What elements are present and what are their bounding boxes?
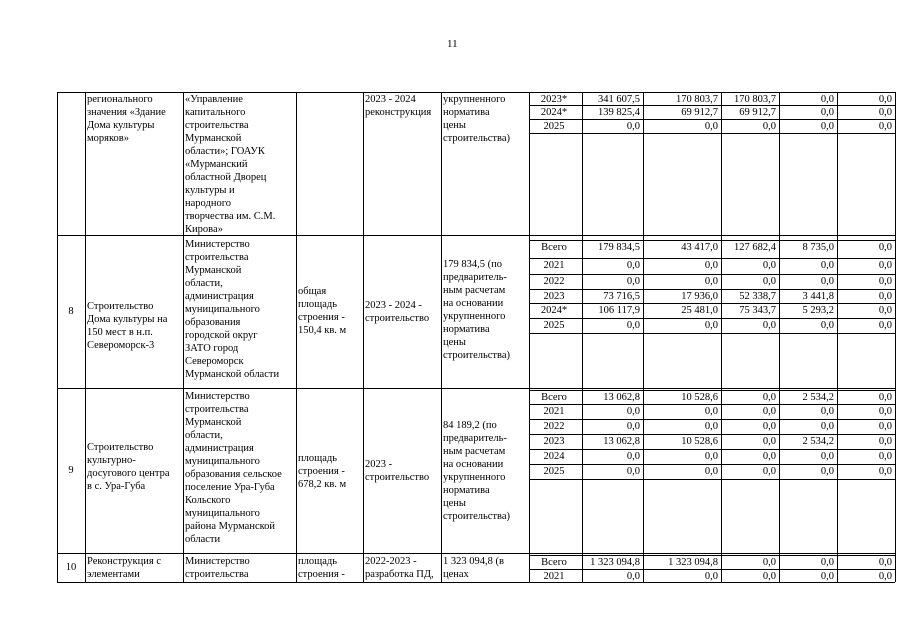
cell-customer: Министерство строительства Мурманской области, администрация муниципального образования городской округ ЗАТО город Североморск Мурманской области [185,239,280,380]
value-reg: 0,0 [762,121,776,132]
cell-cost: 179 834,5 (по предваритель- ным расчетам на основании укрупненного норматива цены строительства) [443,259,510,361]
value-extra: 0,0 [878,436,892,447]
year-row-line [529,333,895,334]
row-number: 8 [68,305,74,317]
value-fed: 0,0 [704,276,718,287]
value-extra: 0,0 [878,121,892,132]
value-mun: 2 534,2 [802,436,834,447]
value-total: 13 062,8 [603,436,640,447]
value-reg: 0,0 [762,260,776,271]
year-label: 2021 [543,571,565,582]
cell-customer: Министерство строительства [185,556,250,580]
year-label: 2022 [543,276,565,287]
value-extra: 0,0 [878,107,892,118]
value-fed: 0,0 [704,260,718,271]
year-label: Всего [541,557,567,568]
cell-cost: 84 189,2 (по предваритель- ным расчетам на основании укрупненного норматива цены строительства) [443,420,510,522]
cell-object: регионального значения «Здание Дома культуры моряков» [87,94,166,144]
value-total: 0,0 [626,260,640,271]
cell-object: Строительство Дома культуры на 150 мест в н.п. Североморск-3 [87,301,168,351]
value-extra: 0,0 [878,305,892,316]
value-reg: 0,0 [762,421,776,432]
table-column-line [779,92,780,582]
value-total: 13 062,8 [603,392,640,403]
value-reg: 52 338,7 [739,291,776,302]
value-reg: 127 682,4 [734,242,776,253]
value-mun: 0,0 [820,260,834,271]
value-fed: 10 528,6 [681,436,718,447]
year-label: 2021 [543,406,565,417]
year-label: 2025 [543,466,565,477]
value-reg: 0,0 [762,466,776,477]
cell-cost: укрупненного норматива цены строительства) [443,94,510,144]
value-mun: 2 534,2 [802,392,834,403]
value-total: 0,0 [626,421,640,432]
value-total: 0,0 [626,320,640,331]
value-reg: 0,0 [762,557,776,568]
value-extra: 0,0 [878,421,892,432]
table-column-line [183,92,184,582]
table-row-line [57,553,895,554]
value-reg: 0,0 [762,436,776,447]
value-total: 341 607,5 [598,94,640,105]
value-fed: 17 936,0 [681,291,718,302]
cell-cost: 1 323 094,8 (в ценах [443,556,504,580]
value-extra: 0,0 [878,466,892,477]
value-reg: 0,0 [762,571,776,582]
value-mun: 0,0 [820,571,834,582]
table-column-line [296,92,297,582]
value-total: 0,0 [626,276,640,287]
year-row-line [529,133,895,134]
value-mun: 0,0 [820,276,834,287]
page-number: 11 [447,38,458,50]
value-reg: 0,0 [762,451,776,462]
year-label: Всего [541,242,567,253]
value-total: 106 117,9 [598,305,640,316]
value-mun: 5 293,2 [802,305,834,316]
value-extra: 0,0 [878,260,892,271]
row-number: 9 [68,464,74,476]
value-fed: 0,0 [704,320,718,331]
value-total: 73 716,5 [603,291,640,302]
value-mun: 0,0 [820,421,834,432]
value-extra: 0,0 [878,406,892,417]
value-fed: 25 481,0 [681,305,718,316]
value-total: 139 825,4 [598,107,640,118]
value-fed: 43 417,0 [681,242,718,253]
value-fed: 10 528,6 [681,392,718,403]
row-number: 10 [65,561,77,573]
value-total: 0,0 [626,466,640,477]
table-row-line [57,235,895,236]
year-label: 2024 [543,451,565,462]
cell-period: 2022-2023 - разработка ПД, [365,556,434,580]
value-mun: 0,0 [820,121,834,132]
value-mun: 0,0 [820,320,834,331]
value-fed: 1 323 094,8 [668,557,718,568]
cell-capacity: площадь строения - 678,2 кв. м [298,453,347,490]
value-fed: 0,0 [704,571,718,582]
cell-capacity: площадь строения - [298,556,345,580]
value-extra: 0,0 [878,291,892,302]
value-mun: 0,0 [820,94,834,105]
cell-object: Строительство культурно- досугового центра в с. Ура-Губа [87,442,170,492]
value-total: 1 323 094,8 [590,557,640,568]
cell-customer: «Управление капитального строительства Мурманской области»; ГОАУК «Мурманский областной Дворец культуры и народного творчества им. С.М. Кирова» [185,94,276,235]
value-reg: 69 912,7 [739,107,776,118]
year-label: 2022 [543,421,565,432]
cell-object: Реконструкция с элементами [87,556,161,580]
table-column-line [363,92,364,582]
value-extra: 0,0 [878,242,892,253]
value-extra: 0,0 [878,276,892,287]
year-row-line [529,479,895,480]
value-reg: 0,0 [762,320,776,331]
value-extra: 0,0 [878,94,892,105]
value-fed: 0,0 [704,466,718,477]
value-fed: 0,0 [704,121,718,132]
cell-period: 2023 - строительство [365,459,430,483]
value-reg: 0,0 [762,276,776,287]
value-fed: 69 912,7 [681,107,718,118]
value-mun: 0,0 [820,466,834,477]
year-label: 2023* [540,94,568,105]
year-label: Всего [541,392,567,403]
value-reg: 0,0 [762,406,776,417]
value-fed: 170 803,7 [676,94,718,105]
value-mun: 3 441,8 [802,291,834,302]
value-total: 0,0 [626,451,640,462]
table-column-line [441,92,442,582]
table-column-line [895,92,896,582]
year-label: 2023 [543,436,565,447]
table-column-line [85,92,86,582]
table-column-line [643,92,644,582]
value-extra: 0,0 [878,557,892,568]
value-extra: 0,0 [878,571,892,582]
value-total: 0,0 [626,406,640,417]
cell-capacity: общая площадь строения - 150,4 кв. м [298,286,347,336]
table-column-line [837,92,838,582]
year-label: 2021 [543,260,565,271]
table-column-line [529,92,530,582]
value-extra: 0,0 [878,320,892,331]
table-column-line [721,92,722,582]
year-label: 2024* [540,107,568,118]
table-column-line [582,92,583,582]
year-label: 2024* [540,305,568,316]
year-label: 2023 [543,291,565,302]
value-total: 0,0 [626,121,640,132]
value-total: 0,0 [626,571,640,582]
value-extra: 0,0 [878,392,892,403]
value-fed: 0,0 [704,421,718,432]
value-mun: 0,0 [820,107,834,118]
year-label: 2025 [543,121,565,132]
cell-customer: Министерство строительства Мурманской области, администрация муниципального образования сельское поселение Ура-Губа Кольского муниципального района Мурманской области [185,391,282,545]
cell-period: 2023 - 2024 реконструкция [365,94,432,118]
value-fed: 0,0 [704,406,718,417]
value-extra: 0,0 [878,451,892,462]
value-reg: 0,0 [762,392,776,403]
value-mun: 0,0 [820,406,834,417]
value-reg: 170 803,7 [734,94,776,105]
year-label: 2025 [543,320,565,331]
value-reg: 75 343,7 [739,305,776,316]
value-mun: 0,0 [820,451,834,462]
value-mun: 0,0 [820,557,834,568]
cell-period: 2023 - 2024 - строительство [365,300,430,324]
value-total: 179 834,5 [598,242,640,253]
table-row-line [57,388,895,389]
value-mun: 8 735,0 [802,242,834,253]
value-fed: 0,0 [704,451,718,462]
table-column-line [57,92,58,582]
